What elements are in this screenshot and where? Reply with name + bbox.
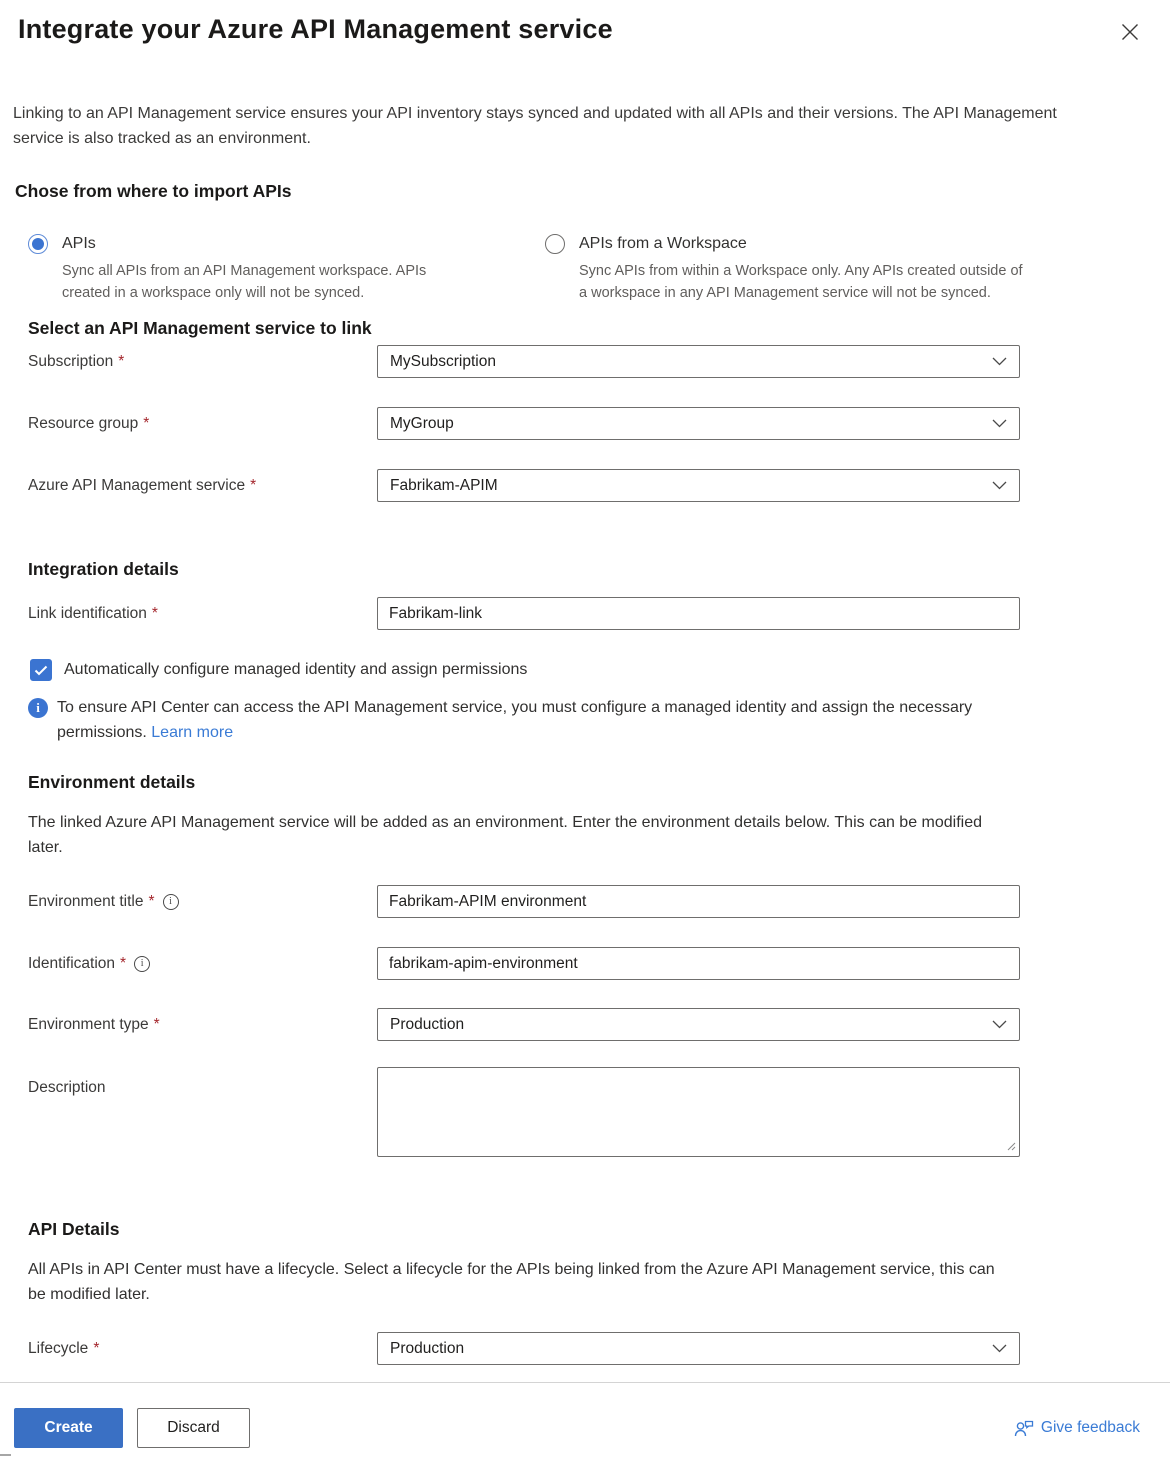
link-identification-row [28, 597, 1170, 630]
radio-selected-icon [28, 234, 48, 254]
chevron-down-icon [992, 419, 1007, 428]
resource-group-dropdown[interactable]: MyGroup [377, 407, 1020, 440]
radio-option-apis-workspace[interactable] [545, 234, 1045, 304]
description-row [28, 1067, 1170, 1157]
required-asterisk: * [153, 1015, 160, 1033]
environment-section-heading: Environment details [28, 772, 196, 792]
managed-identity-checkbox-row [30, 659, 1170, 681]
info-icon: i [28, 698, 48, 718]
required-asterisk: * [120, 954, 127, 972]
radio-option-apis[interactable] [28, 234, 545, 304]
close-button[interactable] [1118, 20, 1142, 44]
subscription-label: Subscription * [28, 352, 125, 370]
environment-type-row [28, 1008, 1170, 1041]
learn-more-link[interactable]: Learn more [151, 724, 234, 741]
feedback-icon [1014, 1420, 1034, 1437]
environment-title-input[interactable] [377, 885, 1020, 918]
page-title: Integrate your Azure API Management service [18, 14, 613, 44]
lifecycle-dropdown[interactable]: Production [377, 1332, 1020, 1365]
radio-option-description: Sync APIs from within a Workspace only. Any APIs created outside of a workspace in any API Management service will not be synced. [579, 263, 1023, 301]
radio-option-description: Sync all APIs from an API Management workspace. APIs created in a workspace only will not be synced. [62, 263, 427, 301]
apim-service-label: Azure API Management service * [28, 476, 257, 494]
radio-unselected-icon [545, 234, 565, 254]
resource-group-row [28, 407, 1170, 440]
chevron-down-icon [992, 1020, 1007, 1029]
managed-identity-checkbox[interactable] [30, 659, 52, 681]
footer-bar [0, 1408, 1170, 1448]
lifecycle-row [28, 1332, 1170, 1365]
chevron-down-icon [992, 481, 1007, 490]
link-identification-label: Link identification * [28, 604, 158, 622]
checkbox-label: Automatically configure managed identity and assign permissions [64, 661, 528, 678]
radio-option-label: APIs [62, 235, 96, 252]
required-asterisk: * [151, 604, 158, 622]
identification-row [28, 947, 1170, 980]
panel-resize-tick [0, 1454, 11, 1456]
footer-divider [0, 1382, 1170, 1383]
managed-identity-info [28, 695, 1170, 745]
import-section-heading: Chose from where to import APIs [15, 181, 292, 201]
api-details-heading: API Details [28, 1219, 120, 1239]
description-label: Description [28, 1079, 106, 1096]
apim-service-row [28, 469, 1170, 502]
discard-button[interactable]: Discard [137, 1408, 250, 1448]
api-details-description: All APIs in API Center must have a lifecycle. Select a lifecycle for the APIs being linked from the Azure API Management service, this can be modified later. [28, 1261, 995, 1303]
info-circle-icon: i [163, 894, 179, 910]
integration-section-heading: Integration details [28, 559, 179, 579]
chevron-down-icon [992, 1344, 1007, 1353]
create-button[interactable]: Create [14, 1408, 123, 1448]
subscription-dropdown[interactable]: MySubscription [377, 345, 1020, 378]
required-asterisk: * [118, 352, 125, 370]
required-asterisk: * [93, 1339, 100, 1357]
subscription-row [28, 345, 1170, 378]
description-textarea[interactable] [377, 1067, 1020, 1157]
required-asterisk: * [148, 892, 155, 910]
info-circle-icon: i [134, 956, 150, 972]
environment-title-label: Environment title * i [28, 893, 377, 911]
close-icon [1121, 23, 1139, 41]
intro-text: Linking to an API Management service ensures your API inventory stays synced and updated with all APIs and their versions. The API Management service is also tracked as an environment. [13, 105, 1057, 147]
environment-type-dropdown[interactable]: Production [377, 1008, 1020, 1041]
apim-service-dropdown[interactable]: Fabrikam-APIM [377, 469, 1020, 502]
service-section-heading: Select an API Management service to link [28, 318, 372, 338]
environment-type-label: Environment type * [28, 1015, 160, 1033]
required-asterisk: * [250, 476, 257, 494]
checkmark-icon [34, 665, 48, 676]
environment-description-text: The linked Azure API Management service will be added as an environment. Enter the environment details below. This can be modified later. [28, 814, 983, 856]
link-identification-input[interactable] [377, 597, 1020, 630]
identification-label: Identification * i [28, 955, 377, 973]
resource-group-label: Resource group * [28, 414, 150, 432]
required-asterisk: * [143, 414, 150, 432]
chevron-down-icon [992, 357, 1007, 366]
radio-option-label: APIs from a Workspace [579, 235, 747, 252]
identification-input[interactable] [377, 947, 1020, 980]
give-feedback-link[interactable]: Give feedback [1014, 1419, 1140, 1437]
import-options-group [28, 234, 1170, 304]
info-text: To ensure API Center can access the API Management service, you must configure a managed identity and assign the necessary permissions. Learn more [57, 699, 973, 741]
dialog-header [0, 0, 1170, 45]
environment-title-row [28, 885, 1170, 918]
lifecycle-label: Lifecycle * [28, 1339, 100, 1357]
